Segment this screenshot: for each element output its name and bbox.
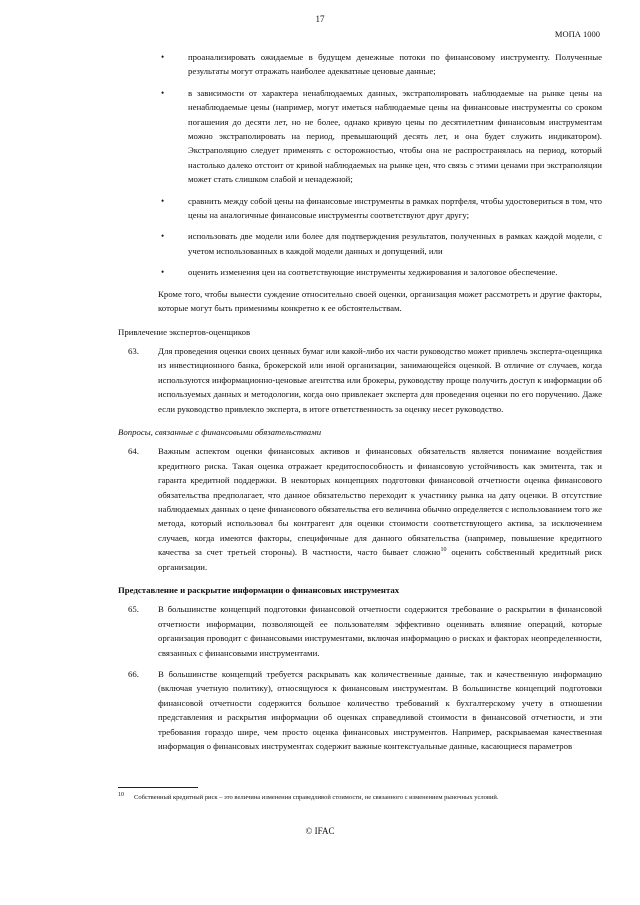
paragraph-number: 65. (128, 604, 139, 615)
paragraph-text-continued: оценить собственный кредитный риск организации. (158, 547, 602, 572)
bullet-aside-paragraph: Кроме того, чтобы вынести суждение относительно своей оценки, организация может рассмотреть и другие факторы, которые могут быть применимы конкретно к ее обстоятельствам. (158, 288, 602, 314)
copyright-footer: © IFAC (305, 826, 335, 836)
bullet-icon: • (161, 52, 165, 62)
bullet-list (118, 50, 602, 280)
section-heading-experts: Привлечение экспертов-оценщиков (118, 326, 251, 337)
footnote-text: Собственный кредитный риск – это величина изменения справедливой стоимости, не связанного с изменением рыночных условий. (134, 794, 499, 801)
bullet-icon: • (161, 195, 165, 206)
paragraph-number: 64. (128, 446, 139, 457)
list-item: • использовать две модели или более для подтверждения результатов, полученных в рамках каждой модели, с учетом использованных в каждой модели данных и допущений, или (161, 231, 602, 256)
list-item: • проанализировать ожидаемые в будущем денежные потоки по финансовому инструменту. Полученные результаты могут отражать наиболее адекватные ценовые данные; (161, 52, 602, 77)
paragraph-number: 66. (128, 669, 139, 680)
main-content (118, 50, 602, 760)
paragraph-number: 63. (128, 345, 139, 356)
section-heading-liabilities: Вопросы, связанные с финансовыми обязательствами (118, 426, 322, 437)
paragraph-66 (118, 667, 602, 753)
document-code: МОПА 1000 (554, 29, 600, 39)
paragraph-63 (118, 344, 602, 416)
bullet-icon: • (161, 87, 165, 98)
footnote-divider (118, 787, 198, 788)
paragraph-65 (118, 602, 602, 660)
footnote-marker: 10 (118, 792, 124, 798)
paragraph-64 (118, 444, 602, 574)
footnote (118, 793, 602, 802)
paragraph-text: В большинстве концепций подготовки финансовой отчетности содержится требование о раскрытии в финансовой отчетности информации, позволяющей ее пользователям эффективно оценивать влияние операций, которые организация проводит с финансовыми инструментами, включая информацию о рисках и факторах неопределенности, связанных с финансовыми инструментами. (158, 604, 602, 658)
footnote-ref: 10 (440, 547, 447, 554)
page-number: 17 (315, 14, 325, 24)
paragraph-text: В большинстве концепций требуется раскрывать как количественные данные, так и качественную информацию (включая учетную политику), относящуюся к финансовым инструментам. В большинстве концепций подготовки финансовой отчетности содержится большое количество требований к бухгалтерскому учету в отношении представления и раскрытия информации об оценках справедливой стоимости в финансовой отчетности, и эти требования гораздо шире, чем просто оценка финансовых инструментов. Например, раскрываемая качественная информация о финансовых инструментах содержит важные контекстуальные данные, касающиеся параметров (158, 669, 602, 752)
bullet-icon: • (161, 231, 165, 242)
paragraph-text: Важным аспектом оценки финансовых активов и финансовых обязательств является понимание воздействия кредитного риска. Такая оценка отражает кредитоспособность и финансовую устойчивость как эмитента, так и гаранта кредитной поддержки. В некоторых концепциях подготовки финансовой отчетности оценка финансового обязательства предполагает, что данное обязательство переходит к участнику рынка на дату оценки. В отсутствие наблюдаемых данных о цене финансового обязательства его величина обычно определяется с использованием того же метода, который использовал бы контрагент для оценки стоимости соответствующего актива, за исключением случаев, когда имеются факторы, специфичные для данного обязательства (например, повышение кредитного качества за счет третьей стороны). В частности, часто бывает сложно (158, 446, 602, 558)
bullet-icon: • (161, 267, 165, 278)
list-item: • сравнить между собой цены на финансовые инструменты в рамках портфеля, чтобы удостовериться в том, что цены на аналогичные финансовые инструменты соответствуют друг другу; (161, 195, 602, 221)
section-heading-disclosure: Представление и раскрытие информации о финансовых инструментах (118, 585, 400, 595)
list-item: • оценить изменения цен на соответствующие инструменты хеджирования и залоговое обеспечение. (118, 265, 602, 279)
list-item: • в зависимости от характера ненаблюдаемых данных, экстраполировать наблюдаемые на рынке цены на ненаблюдаемые цены (например, могут иметься наблюдаемые цены на финансовые инструменты со сроком погашения до десяти лет, но не более, однако кривую цены по десятилетним финансовым инструментам можно экстраполировать на период, превышающий десять лет, и она будет служить индикатором). Экстраполяцию следует применять с осторожностью, чтобы она не распространялась на период, который настолько далеко отстоит от кривой наблюдаемых на рынке цен, что связь с этими ценами при экстраполяции может стать слишком слабой и ненадежной; (161, 87, 602, 185)
paragraph-text: Для проведения оценки своих ценных бумаг или какой-либо их части руководство может привлечь эксперта-оценщика из инвестиционного банка, брокерской или иной организации, занимающейся оценкой. В отличие от случаев, когда используются информационно-ценовые агентства или брокеры, руководству проще получить доступ к информации об используемых данных и методологии, когда оно привлекает эксперта для проведения оценки по его поручению. Даже если руководство привлекло эксперта, в итоге ответственность за оценку несет руководство. (158, 345, 602, 414)
